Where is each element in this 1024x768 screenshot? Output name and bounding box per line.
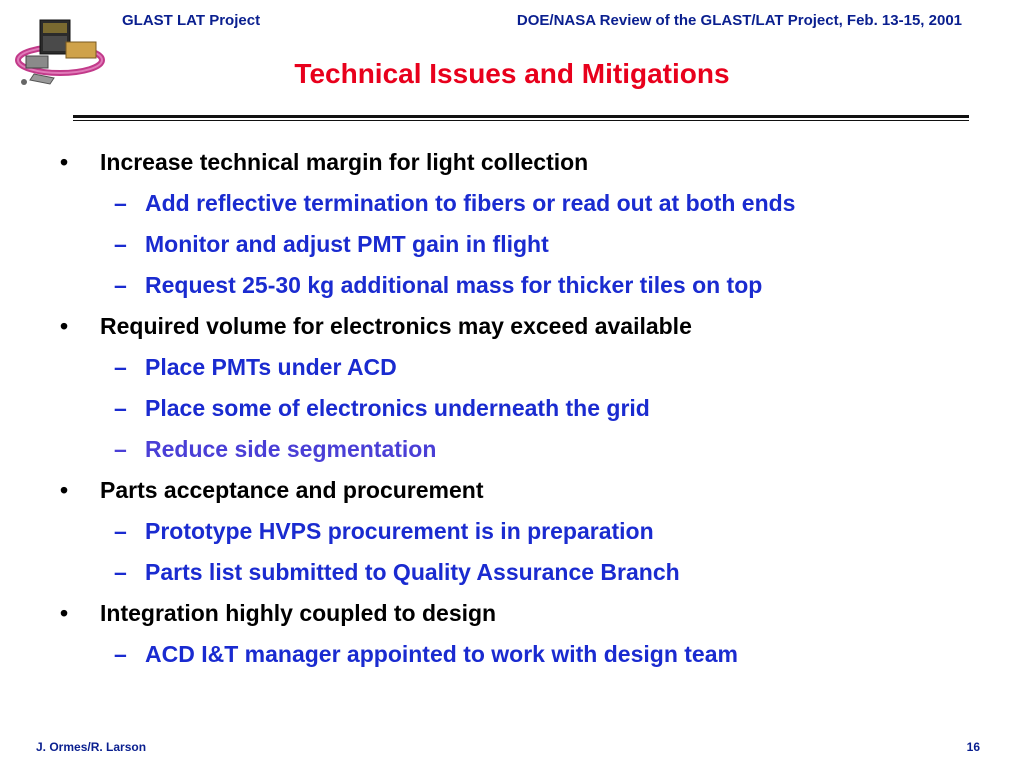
- sub-bullet-text: Reduce side segmentation: [145, 436, 437, 462]
- bullet-dot-icon: •: [60, 600, 69, 626]
- dash-icon: –: [114, 395, 127, 421]
- sub-bullet-item: [0, 224, 1000, 265]
- dash-icon: –: [114, 436, 127, 462]
- dash-icon: –: [114, 272, 127, 298]
- sub-bullet-text: Place some of electronics underneath the grid: [145, 395, 650, 421]
- title-divider-thin: [73, 120, 969, 121]
- sub-bullet-text: Parts list submitted to Quality Assurance Branch: [145, 559, 680, 585]
- sub-bullet-item: [0, 347, 1000, 388]
- bullet-item-level-1: [0, 142, 1000, 183]
- bullet-item-level-1: [0, 306, 1000, 347]
- bullet-dot-icon: •: [60, 313, 69, 339]
- sub-bullet-text: Monitor and adjust PMT gain in flight: [145, 231, 549, 257]
- title-divider-thick: [73, 115, 969, 118]
- bullet-text: Required volume for electronics may exceed available: [100, 313, 692, 339]
- sub-bullet-text: Add reflective termination to fibers or read out at both ends: [145, 190, 796, 216]
- bullet-text: Integration highly coupled to design: [100, 600, 497, 626]
- sub-bullet-item: [0, 511, 1000, 552]
- sub-bullet-item: [0, 552, 1000, 593]
- sub-bullet-text: ACD I&T manager appointed to work with design team: [145, 641, 738, 667]
- sub-bullet-item: [0, 634, 1000, 675]
- sub-bullet-item: [0, 429, 1000, 470]
- dash-icon: –: [114, 190, 127, 216]
- bullet-item-level-1: [0, 470, 1000, 511]
- bullet-text: Parts acceptance and procurement: [100, 477, 484, 503]
- header-review-title: DOE/NASA Review of the GLAST/LAT Project, Feb. 13-15, 2001: [516, 12, 962, 29]
- dash-icon: –: [114, 231, 127, 257]
- dash-icon: –: [114, 559, 127, 585]
- slide-title: Technical Issues and Mitigations: [294, 58, 730, 89]
- footer-page-number: 16: [966, 740, 980, 754]
- sub-bullet-item: [0, 183, 1000, 224]
- bullet-text: Increase technical margin for light collection: [100, 149, 589, 175]
- bullet-item-level-1: [0, 593, 1000, 634]
- dash-icon: –: [114, 354, 127, 380]
- dash-icon: –: [114, 518, 127, 544]
- dash-icon: –: [114, 641, 127, 667]
- bullet-dot-icon: •: [60, 477, 69, 503]
- header-project-name: GLAST LAT Project: [122, 12, 261, 29]
- sub-bullet-text: Prototype HVPS procurement is in preparation: [145, 518, 654, 544]
- sub-bullet-text: Request 25-30 kg additional mass for thicker tiles on top: [145, 272, 763, 298]
- footer-authors: J. Ormes/R. Larson: [36, 740, 147, 754]
- sub-bullet-item: [0, 388, 1000, 429]
- sub-bullet-text: Place PMTs under ACD: [145, 354, 397, 380]
- bullet-dot-icon: •: [60, 149, 69, 175]
- sub-bullet-item: [0, 265, 1000, 306]
- bullet-list: [0, 142, 1000, 675]
